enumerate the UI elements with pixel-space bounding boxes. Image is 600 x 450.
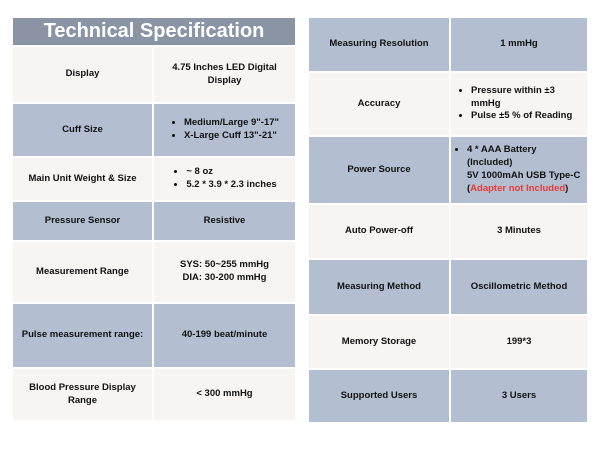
spec-value: Oscillometric Method	[451, 260, 587, 314]
spec-label: Cuff Size	[13, 104, 152, 156]
value-line: DIA: 30-200 mmHg	[182, 272, 267, 283]
spec-label: Auto Power-off	[309, 205, 449, 258]
spec-table-right	[309, 18, 587, 422]
bullet-item: • X-Large Cuff 13"-21"	[184, 130, 279, 143]
spec-value	[451, 73, 587, 135]
spec-value: < 300 mmHg	[154, 369, 295, 420]
spec-label: Blood Pressure Display Range	[13, 369, 152, 420]
bullet-item: • Medium/Large 9"-17"	[184, 117, 279, 130]
table-row	[13, 202, 295, 240]
spec-value	[154, 104, 295, 156]
table-row	[309, 370, 587, 422]
table-row	[309, 260, 587, 314]
value-line: SYS: 50~255 mmHg	[180, 259, 269, 271]
table-row	[13, 104, 295, 156]
table-row	[13, 369, 295, 420]
table-row	[13, 47, 295, 102]
spec-value: 1 mmHg	[451, 18, 587, 71]
paren: )	[565, 182, 569, 194]
spec-label: Supported Users	[309, 370, 449, 422]
spec-label: Measurement Range	[13, 242, 152, 302]
table-row	[13, 304, 295, 367]
page-title: Technical Specification	[13, 18, 295, 45]
bullet-item: • Pressure within ±3 mmHg	[471, 85, 581, 111]
spec-label: Power Source	[309, 137, 449, 203]
spec-label: Display	[13, 47, 152, 102]
spec-label: Pressure Sensor	[13, 202, 152, 240]
spec-value: Resistive	[154, 202, 295, 240]
value-line: 5V 1000mAh USB Type-C	[467, 170, 581, 181]
spec-label: Measuring Method	[309, 260, 449, 314]
table-row	[13, 158, 295, 200]
spec-value: 3 Users	[451, 370, 587, 422]
spec-value: 199*3	[451, 316, 587, 368]
bullet-item: • ~ 8 oz	[186, 166, 276, 179]
bullet-item: • Pulse ±5 % of Reading	[471, 110, 581, 123]
spec-value: 4.75 Inches LED Digital Display	[154, 47, 295, 102]
spec-label: Memory Storage	[309, 316, 449, 368]
spec-value: 40-199 beat/minute	[154, 304, 295, 367]
table-row	[309, 205, 587, 258]
bullet-item: • 4 * AAA Battery (Included)	[467, 144, 581, 170]
table-row	[309, 18, 587, 71]
table-row	[309, 73, 587, 135]
paren: (	[467, 182, 471, 194]
adapter-note: Adapter not Included	[470, 182, 566, 194]
spec-label: Measuring Resolution	[309, 18, 449, 71]
spec-value	[451, 137, 587, 203]
spec-label: Pulse measurement range:	[13, 304, 152, 367]
spec-value	[154, 158, 295, 200]
bullet-item: • 5.2 * 3.9 * 2.3 inches	[186, 179, 276, 192]
spec-value	[154, 242, 295, 302]
spec-value: 3 Minutes	[451, 205, 587, 258]
spec-table-left	[13, 18, 295, 420]
table-row	[13, 242, 295, 302]
table-row	[309, 316, 587, 368]
spec-label: Accuracy	[309, 73, 449, 135]
spec-label: Main Unit Weight & Size	[13, 158, 152, 200]
table-row	[309, 137, 587, 203]
